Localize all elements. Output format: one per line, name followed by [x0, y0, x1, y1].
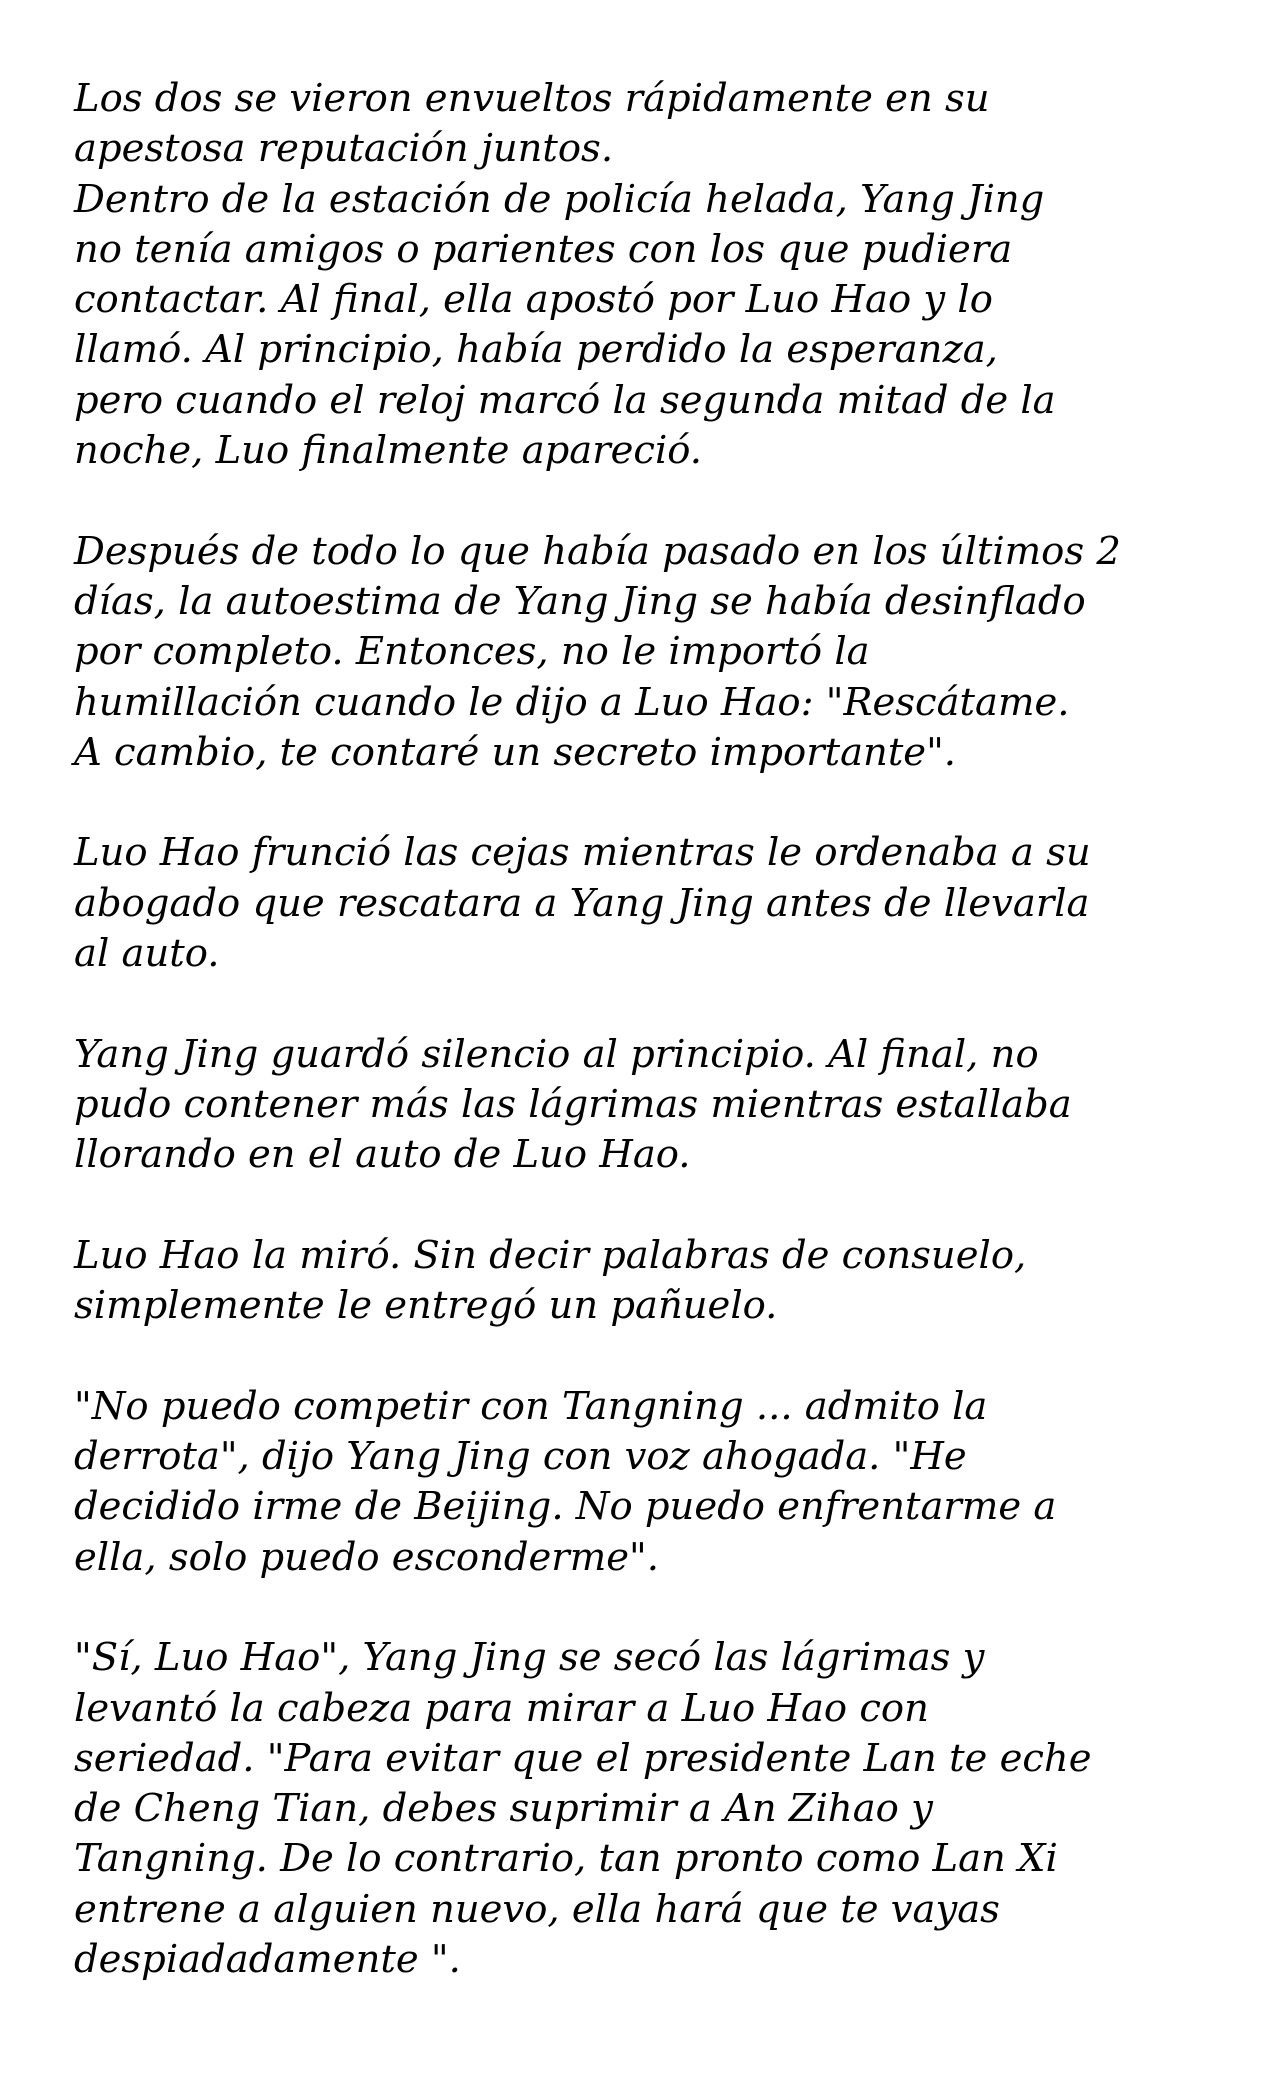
paragraph: Luo Hao frunció las cejas mientras le ordenaba a su abogado que rescatara a Yang Jing antes de llevarla al auto. — [74, 830, 1091, 977]
paragraph: Después de todo lo que había pasado en los últimos 2 días, la autoestima de Yang Jing se había desinflado por completo. Entonces, no le importó la humillación cuando le dijo a Luo Hao: "Rescátame. A cambio, te contaré un secreto importante". — [74, 528, 1121, 775]
paragraph: Yang Jing guardó silencio al principio. Al final, no pudo contener más las lágrimas mientras estallaba llorando en el auto de Luo Hao. — [74, 1031, 1072, 1178]
paragraph: Los dos se vieron envueltos rápidamente en su apestosa reputación juntos. Dentro de la estación de policía helada, Yang Jing no tenía amigos o parientes con los que pudiera contactar. Al final, ella apostó por Luo Hao y lo llamó. Al principio, había perdido la esperanza, pero cuando el reloj marcó la segunda mitad de la noche, Luo finalmente apareció. — [74, 76, 1056, 474]
paragraph: "No puedo competir con Tangning ... admito la derrota", dijo Yang Jing con voz ahogada. "He decidido irme de Beijing. No puedo enfrentarme a ella, solo puedo esconderme". — [74, 1383, 1057, 1580]
paragraph: "Sí, Luo Hao", Yang Jing se secó las lágrimas y levantó la cabeza para mirar a Luo Hao con seriedad. "Para evitar que el presidente Lan te eche de Cheng Tian, debes suprimir a An Zihao y Tangning. De lo contrario, tan pronto como Lan Xi entrene a alguien nuevo, ella hará que te vayas despiadadamente ". — [74, 1635, 1092, 1982]
paragraph: Luo Hao la miró. Sin decir palabras de consuelo, simplemente le entregó un pañuelo. — [74, 1232, 1027, 1329]
document-page — [74, 74, 1214, 1985]
